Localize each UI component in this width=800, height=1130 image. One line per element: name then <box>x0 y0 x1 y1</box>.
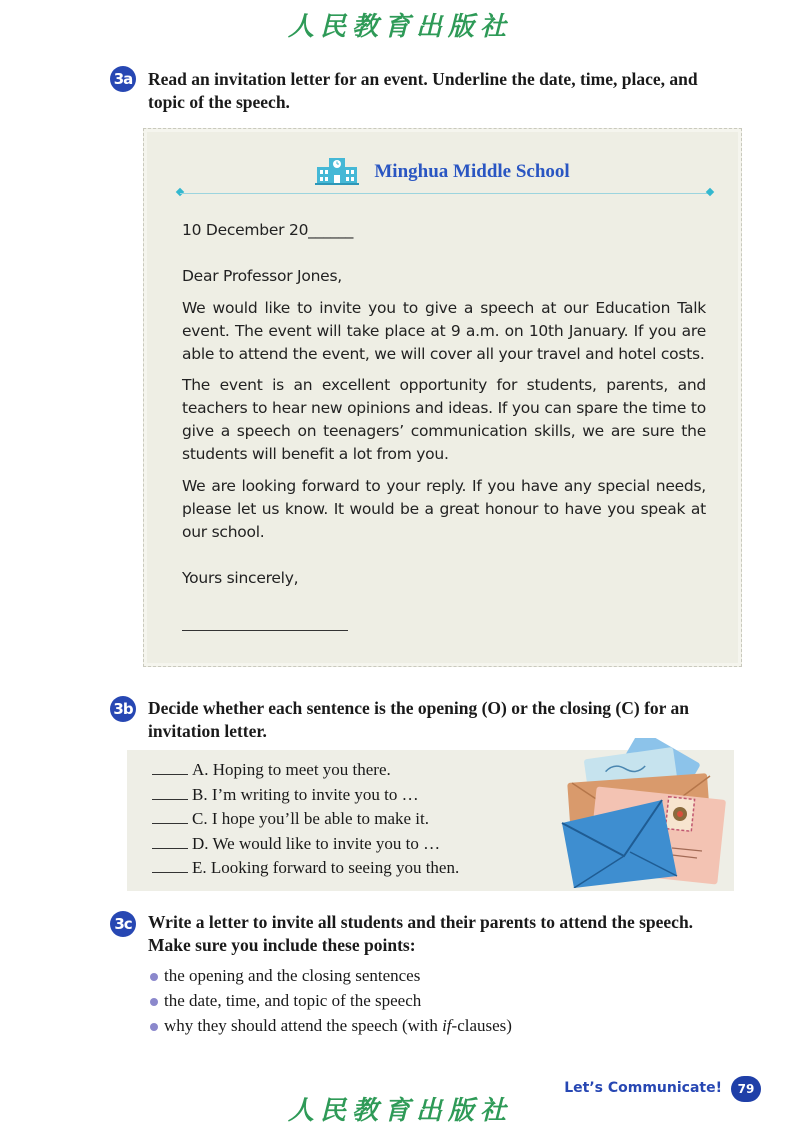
answer-blank[interactable] <box>152 785 188 800</box>
invitation-letter <box>143 128 742 667</box>
school-building-icon <box>315 155 359 189</box>
answer-blank[interactable] <box>152 858 188 873</box>
section-3a-badge: 3a <box>110 66 136 92</box>
bullet-point <box>150 966 420 986</box>
letter-greeting: Dear Professor Jones, <box>182 267 342 285</box>
option-a <box>152 760 391 780</box>
paragraph-text: We would like to invite you to give a speech at our Education Talk event. The event will take place at 9 a.m. on 10th January. If you are able to attend the event, we will cover all your travel and hotel costs. <box>182 299 706 363</box>
letterhead-divider <box>180 193 710 194</box>
option-text: E. Looking forward to seeing you then. <box>192 858 460 877</box>
option-text: B. I’m writing to invite you to … <box>192 785 419 804</box>
bullet-point <box>150 1016 512 1036</box>
school-name: Minghua Middle School <box>374 161 570 182</box>
option-text: A. Hoping to meet you there. <box>192 760 391 779</box>
option-text: D. We would like to invite you to … <box>192 834 441 853</box>
publisher-logo-footer: 人民教育出版社 <box>287 1096 512 1126</box>
divider-dot <box>176 188 184 196</box>
instruction-line: invitation letter. <box>148 721 267 741</box>
answer-blank[interactable] <box>152 809 188 824</box>
publisher-logo: 人民教育出版社 <box>287 12 512 42</box>
paragraph-text: We are looking forward to your reply. If you have any special needs, please let us know. It would be a great honour to have you speak at our school. <box>182 477 706 541</box>
page-number: 79 <box>731 1076 761 1102</box>
point-text-italic: if <box>442 1016 452 1035</box>
option-c <box>152 809 429 829</box>
section-3b-badge: 3b <box>110 696 136 722</box>
option-e <box>152 858 459 878</box>
point-text: the opening and the closing sentences <box>164 966 421 985</box>
bullet-point <box>150 991 421 1011</box>
letter-date: 10 December 20______ <box>182 221 354 239</box>
divider-dot <box>706 188 714 196</box>
paragraph-text: The event is an excellent opportunity for students, parents, and teachers to hear new opinions and ideas. If you can spare the time to give a speech on teenagers’ communication skills, we are sure the students will benefit a lot from you. <box>182 376 706 463</box>
footer-section-label: Let’s Communicate! <box>564 1080 722 1096</box>
letter-paragraph-1 <box>182 297 706 366</box>
option-b <box>152 785 419 805</box>
instruction-line: Read an invitation letter for an event. Underline the date, time, place, and <box>148 69 698 89</box>
options-box <box>127 750 734 891</box>
signature-line <box>182 630 348 631</box>
letter-paragraph-3 <box>182 475 706 544</box>
option-text: C. I hope you’ll be able to make it. <box>192 809 429 828</box>
section-3b-instruction <box>148 697 748 743</box>
bullet-dot-icon <box>150 1023 158 1031</box>
bullet-dot-icon <box>150 998 158 1006</box>
point-text: -clauses) <box>451 1016 512 1035</box>
instruction-line: Write a letter to invite all students and their parents to attend the speech. <box>148 912 694 932</box>
point-text: the date, time, and topic of the speech <box>164 991 422 1010</box>
instruction-line: topic of the speech. <box>148 92 290 112</box>
instruction-line: Make sure you include these points: <box>148 935 416 955</box>
instruction-line: Decide whether each sentence is the opening (O) or the closing (C) for an <box>148 698 689 718</box>
letter-paragraph-2 <box>182 374 706 466</box>
bullet-dot-icon <box>150 973 158 981</box>
answer-blank[interactable] <box>152 834 188 849</box>
option-d <box>152 834 440 854</box>
point-text: why they should attend the speech (with <box>164 1016 443 1035</box>
letterhead <box>144 155 741 189</box>
envelopes-illustration <box>552 738 732 888</box>
section-3c-instruction <box>148 911 748 957</box>
section-3a-instruction <box>148 68 748 114</box>
section-3c-badge: 3c <box>110 911 136 937</box>
letter-closing: Yours sincerely, <box>182 569 299 587</box>
answer-blank[interactable] <box>152 760 188 775</box>
